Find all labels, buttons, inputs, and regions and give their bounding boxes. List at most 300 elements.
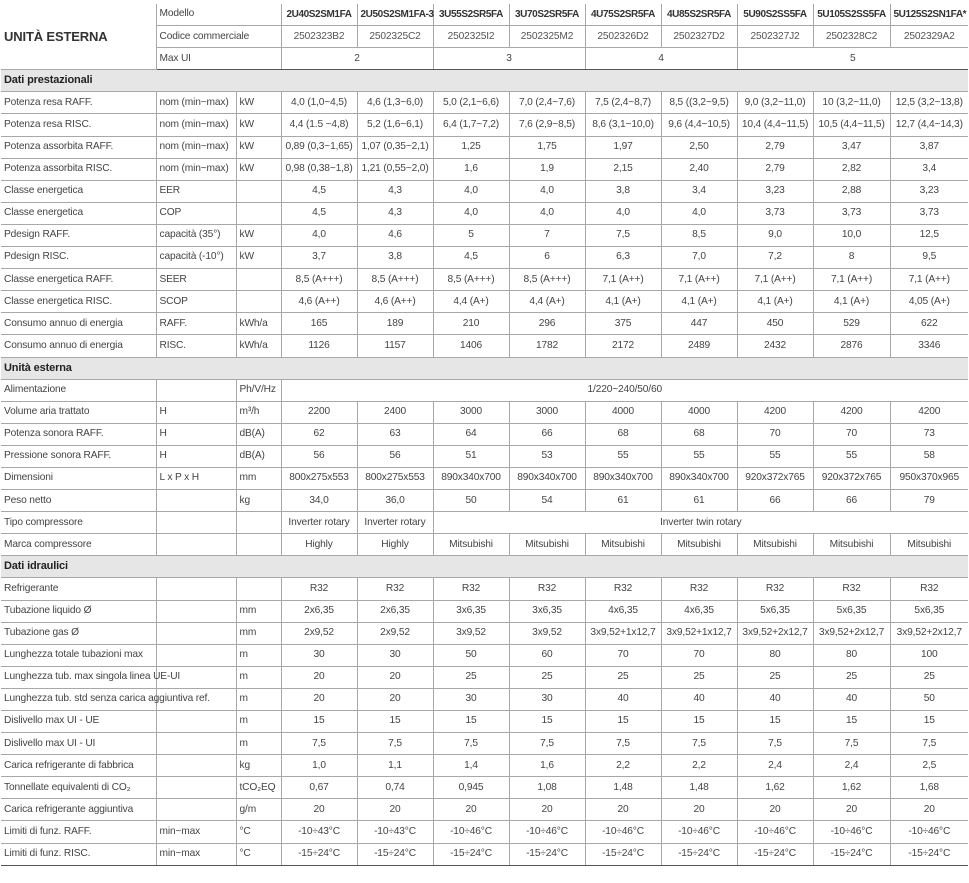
row-unit: kW xyxy=(236,92,281,114)
value-cell: 7,5 (2,4~8,7) xyxy=(585,92,661,114)
value-cell: 8,5 (A+++) xyxy=(281,269,357,291)
value-cell: 10,4 (4,4~11,5) xyxy=(737,114,813,136)
value-cell: 3000 xyxy=(433,401,509,423)
table-row xyxy=(1,644,968,666)
value-cell: 4,0 xyxy=(281,224,357,246)
value-cell: 15 xyxy=(737,711,813,733)
value-cell: 50 xyxy=(433,644,509,666)
row-label: Lunghezza tub. max singola linea UE-UI xyxy=(1,666,156,688)
value-cell: 4,4 (1.5 ~4,8) xyxy=(281,114,357,136)
value-cell: R32 xyxy=(813,578,890,600)
value-cell: -15÷24°C xyxy=(737,843,813,865)
table-row xyxy=(1,777,968,799)
value-cell: 4,0 xyxy=(661,202,737,224)
value-cell: 4200 xyxy=(890,401,968,423)
row-sublabel: nom (min~max) xyxy=(156,92,236,114)
table-row xyxy=(1,445,968,467)
value-cell: 4200 xyxy=(813,401,890,423)
value-cell: 1,6 xyxy=(433,158,509,180)
section-title: Dati prestazionali xyxy=(1,70,968,92)
value-cell: 30 xyxy=(509,688,585,710)
value-cell: 60 xyxy=(509,644,585,666)
section-header xyxy=(1,357,968,379)
value-cell: 890x340x700 xyxy=(509,467,585,489)
row-unit xyxy=(236,202,281,224)
value-cell: 4,5 xyxy=(281,180,357,202)
row-unit xyxy=(236,269,281,291)
row-label: Marca compressore xyxy=(1,534,156,556)
value-cell: 6,3 xyxy=(585,247,661,269)
value-cell: 4,6 xyxy=(357,224,433,246)
value-cell: 1,62 xyxy=(737,777,813,799)
value-cell: -15÷24°C xyxy=(357,843,433,865)
value-cell: 3x9,52 xyxy=(433,622,509,644)
value-cell: R32 xyxy=(737,578,813,600)
value-cell: 4,6 (A++) xyxy=(281,291,357,313)
value-cell: 2432 xyxy=(737,335,813,357)
spec-table-body xyxy=(1,4,968,865)
value-cell: 7,5 xyxy=(357,733,433,755)
row-unit: Ph/V/Hz xyxy=(236,379,281,401)
value-cell: Highly xyxy=(357,534,433,556)
row-label: Classe energetica RAFF. xyxy=(1,269,156,291)
value-cell: Highly xyxy=(281,534,357,556)
value-cell: 2,40 xyxy=(661,158,737,180)
value-cell: 1782 xyxy=(509,335,585,357)
value-cell: 30 xyxy=(433,688,509,710)
value-cell: 8,5 (A+++) xyxy=(433,269,509,291)
value-cell: 1,0 xyxy=(281,755,357,777)
value-cell: 5x6,35 xyxy=(813,600,890,622)
value-cell: 3,8 xyxy=(357,247,433,269)
table-row xyxy=(1,224,968,246)
value-cell: 50 xyxy=(433,490,509,512)
value-cell: 4,5 xyxy=(433,247,509,269)
table-row xyxy=(1,247,968,269)
row-sublabel: nom (min~max) xyxy=(156,114,236,136)
value-cell: 3,47 xyxy=(813,136,890,158)
value-cell: 12,5 (3,2~13,8) xyxy=(890,92,968,114)
value-cell: -15÷24°C xyxy=(281,843,357,865)
row-label: Consumo annuo di energia xyxy=(1,335,156,357)
section-title: Unità esterna xyxy=(1,357,968,379)
value-cell: 2,88 xyxy=(813,180,890,202)
row-label: Dislivello max UI - UI xyxy=(1,733,156,755)
value-cell: -10÷46°C xyxy=(661,821,737,843)
table-row xyxy=(1,313,968,335)
value-cell: 62 xyxy=(281,423,357,445)
value-cell: 450 xyxy=(737,313,813,335)
code-cell: 2502326D2 xyxy=(585,26,661,48)
value-cell: 79 xyxy=(890,490,968,512)
row-unit: kW xyxy=(236,158,281,180)
row-sublabel: H xyxy=(156,445,236,467)
table-row xyxy=(1,269,968,291)
section-title: Dati idraulici xyxy=(1,556,968,578)
table-row xyxy=(1,158,968,180)
row-label: Potenza assorbita RAFF. xyxy=(1,136,156,158)
value-cell: 25 xyxy=(585,666,661,688)
value-cell: 2,82 xyxy=(813,158,890,180)
value-cell: 1,48 xyxy=(585,777,661,799)
value-cell: R32 xyxy=(433,578,509,600)
row-label: Lunghezza tub. std senza carica aggiuntiva ref. xyxy=(1,688,156,710)
code-cell: 2502323B2 xyxy=(281,26,357,48)
row-unit: kg xyxy=(236,490,281,512)
table-row xyxy=(1,733,968,755)
model-cell: 5U90S2SS5FA xyxy=(737,4,813,26)
value-cell: 0,67 xyxy=(281,777,357,799)
value-cell: 8,5 ((3,2~9,5) xyxy=(661,92,737,114)
value-cell: 3,73 xyxy=(813,202,890,224)
value-cell: 53 xyxy=(509,445,585,467)
value-cell: 3,23 xyxy=(737,180,813,202)
row-unit xyxy=(236,291,281,313)
value-cell: 1,25 xyxy=(433,136,509,158)
row-sublabel: RAFF. xyxy=(156,313,236,335)
value-cell: 56 xyxy=(281,445,357,467)
value-cell: 2,4 xyxy=(737,755,813,777)
row-unit: m³/h xyxy=(236,401,281,423)
row-label: Volume aria trattato xyxy=(1,401,156,423)
row-unit: m xyxy=(236,733,281,755)
value-cell: 40 xyxy=(737,688,813,710)
row-sublabel xyxy=(156,600,236,622)
row-unit: g/m xyxy=(236,799,281,821)
row-label: Tubazione gas Ø xyxy=(1,622,156,644)
value-cell: 55 xyxy=(813,445,890,467)
value-cell: 25 xyxy=(813,666,890,688)
code-cell: 2502328C2 xyxy=(813,26,890,48)
value-cell: 10,5 (4,4~11,5) xyxy=(813,114,890,136)
row-label: Lunghezza totale tubazioni max xyxy=(1,644,156,666)
value-cell: 3x6,35 xyxy=(509,600,585,622)
value-cell: 3,73 xyxy=(737,202,813,224)
value-cell: 7,5 xyxy=(281,733,357,755)
value-cell: -15÷24°C xyxy=(433,843,509,865)
value-cell: 2,79 xyxy=(737,158,813,180)
row-unit: m xyxy=(236,688,281,710)
value-cell: 61 xyxy=(661,490,737,512)
value-cell: 1,48 xyxy=(661,777,737,799)
value-cell: 20 xyxy=(357,688,433,710)
value-cell: -10÷46°C xyxy=(509,821,585,843)
table-row xyxy=(1,622,968,644)
value-cell: 447 xyxy=(661,313,737,335)
value-cell: 2,2 xyxy=(585,755,661,777)
value-cell: 3,4 xyxy=(890,158,968,180)
row-unit: kW xyxy=(236,136,281,158)
row-label: Carica refrigerante aggiuntiva xyxy=(1,799,156,821)
table-row xyxy=(1,711,968,733)
row-unit: mm xyxy=(236,467,281,489)
value-cell: 2172 xyxy=(585,335,661,357)
row-sublabel: nom (min~max) xyxy=(156,158,236,180)
value-cell: -10÷43°C xyxy=(357,821,433,843)
table-row xyxy=(1,490,968,512)
value-cell: 1,6 xyxy=(509,755,585,777)
value-cell: 3x9,52 xyxy=(509,622,585,644)
row-unit: kWh/a xyxy=(236,313,281,335)
value-cell: 70 xyxy=(813,423,890,445)
value-cell: 3,8 xyxy=(585,180,661,202)
row-sublabel xyxy=(156,490,236,512)
value-cell: 9,6 (4,4~10,5) xyxy=(661,114,737,136)
row-label: Potenza resa RAFF. xyxy=(1,92,156,114)
row-label: Potenza resa RISC. xyxy=(1,114,156,136)
value-cell: Mitsubishi xyxy=(433,534,509,556)
row-label: Limiti di funz. RISC. xyxy=(1,843,156,865)
value-cell: 4,05 (A+) xyxy=(890,291,968,313)
value-cell: 100 xyxy=(890,644,968,666)
value-cell: 2,15 xyxy=(585,158,661,180)
table-row xyxy=(1,202,968,224)
value-cell: 7,0 (2,4~7,6) xyxy=(509,92,585,114)
row-label: Dimensioni xyxy=(1,467,156,489)
value-cell: 920x372x765 xyxy=(813,467,890,489)
value-cell: 7,1 (A++) xyxy=(890,269,968,291)
value-cell: 4000 xyxy=(585,401,661,423)
value-cell: 54 xyxy=(509,490,585,512)
value-cell: 3x9,52+2x12,7 xyxy=(890,622,968,644)
value-cell: 7,1 (A++) xyxy=(585,269,661,291)
row-label: Tubazione liquido Ø xyxy=(1,600,156,622)
model-cell: 2U50S2SM1FA-3 xyxy=(357,4,433,26)
row-label: Potenza sonora RAFF. xyxy=(1,423,156,445)
value-cell: 70 xyxy=(737,423,813,445)
value-cell: 15 xyxy=(890,711,968,733)
value-cell: 4,3 xyxy=(357,180,433,202)
value-cell: 8 xyxy=(813,247,890,269)
value-cell: 7,5 xyxy=(661,733,737,755)
value-cell: 20 xyxy=(357,666,433,688)
value-cell: 20 xyxy=(433,799,509,821)
value-cell: 7,2 xyxy=(737,247,813,269)
value-cell: 1406 xyxy=(433,335,509,357)
value-cell: 4x6,35 xyxy=(661,600,737,622)
value-cell: 4,6 (1,3~6,0) xyxy=(357,92,433,114)
value-cell: 890x340x700 xyxy=(661,467,737,489)
value-cell: 4,1 (A+) xyxy=(813,291,890,313)
value-cell: 4,1 (A+) xyxy=(585,291,661,313)
row-unit: tCO₂EQ xyxy=(236,777,281,799)
value-cell: 1,1 xyxy=(357,755,433,777)
value-cell: 920x372x765 xyxy=(737,467,813,489)
value-cell: 800x275x553 xyxy=(357,467,433,489)
value-cell: 4x6,35 xyxy=(585,600,661,622)
value-cell: 40 xyxy=(813,688,890,710)
value-cell: 8,5 (A+++) xyxy=(357,269,433,291)
table-row xyxy=(1,578,968,600)
value-cell: 4,0 xyxy=(509,180,585,202)
value-cell: 20 xyxy=(509,799,585,821)
value-cell: 25 xyxy=(433,666,509,688)
value-cell: 529 xyxy=(813,313,890,335)
row-unit: dB(A) xyxy=(236,445,281,467)
value-cell: 7,5 xyxy=(890,733,968,755)
value-cell: 6,4 (1,7~7,2) xyxy=(433,114,509,136)
row-label: Consumo annuo di energia xyxy=(1,313,156,335)
row-sublabel xyxy=(156,777,236,799)
table-row xyxy=(1,92,968,114)
row-unit: m xyxy=(236,711,281,733)
value-cell: -10÷46°C xyxy=(737,821,813,843)
value-cell: 3x9,52+2x12,7 xyxy=(813,622,890,644)
value-cell: 20 xyxy=(813,799,890,821)
row-unit: m xyxy=(236,644,281,666)
value-cell: -10÷46°C xyxy=(433,821,509,843)
section-header xyxy=(1,70,968,92)
value-cell: 1,97 xyxy=(585,136,661,158)
value-cell: -15÷24°C xyxy=(509,843,585,865)
value-cell: 8,5 (A+++) xyxy=(509,269,585,291)
value-cell: 8,5 xyxy=(661,224,737,246)
value-cell: 1,75 xyxy=(509,136,585,158)
row-sublabel: min~max xyxy=(156,821,236,843)
value-cell: 51 xyxy=(433,445,509,467)
value-cell: 1126 xyxy=(281,335,357,357)
value-cell: 20 xyxy=(357,799,433,821)
value-cell: 4,0 (1,0~4,5) xyxy=(281,92,357,114)
code-cell: 2502329A2 xyxy=(890,26,968,48)
value-cell: 1,62 xyxy=(813,777,890,799)
value-cell: 58 xyxy=(890,445,968,467)
row-sublabel: L x P x H xyxy=(156,467,236,489)
value-cell: 7,5 xyxy=(509,733,585,755)
value-cell: 20 xyxy=(281,666,357,688)
value-cell: 1,9 xyxy=(509,158,585,180)
value-cell: 80 xyxy=(737,644,813,666)
value-cell: 9,0 (3,2~11,0) xyxy=(737,92,813,114)
value-cell: 1,08 xyxy=(509,777,585,799)
value-cell: 2200 xyxy=(281,401,357,423)
value-cell: 4000 xyxy=(661,401,737,423)
table-row xyxy=(1,688,968,710)
value-cell: -15÷24°C xyxy=(813,843,890,865)
value-cell: Mitsubishi xyxy=(661,534,737,556)
table-row xyxy=(1,755,968,777)
value-cell: 4,3 xyxy=(357,202,433,224)
value-cell: 3x9,52+1x12,7 xyxy=(585,622,661,644)
value-cell: 3,7 xyxy=(281,247,357,269)
table-row xyxy=(1,291,968,313)
value-cell: 25 xyxy=(737,666,813,688)
value-cell: 55 xyxy=(585,445,661,467)
value-cell: 2,4 xyxy=(813,755,890,777)
value-cell: 20 xyxy=(737,799,813,821)
row-label: Refrigerante xyxy=(1,578,156,600)
value-cell: Inverter rotary xyxy=(281,512,357,534)
value-cell: 3x9,52+2x12,7 xyxy=(737,622,813,644)
value-cell: 15 xyxy=(433,711,509,733)
value-cell: 20 xyxy=(585,799,661,821)
table-row xyxy=(1,534,968,556)
value-cell: 4,4 (A+) xyxy=(509,291,585,313)
value-cell: 5x6,35 xyxy=(890,600,968,622)
table-row xyxy=(1,600,968,622)
value-cell: 2,50 xyxy=(661,136,737,158)
value-cell: 0,74 xyxy=(357,777,433,799)
value-cell: -10÷43°C xyxy=(281,821,357,843)
value-cell-merged: 1/220~240/50/60 xyxy=(281,379,968,401)
value-cell: R32 xyxy=(357,578,433,600)
row-sublabel: H xyxy=(156,423,236,445)
value-cell: 34,0 xyxy=(281,490,357,512)
value-cell: 5 xyxy=(433,224,509,246)
value-cell: Mitsubishi xyxy=(509,534,585,556)
row-sublabel xyxy=(156,379,236,401)
row-sublabel xyxy=(156,711,236,733)
row-label: Pressione sonora RAFF. xyxy=(1,445,156,467)
value-cell: 7,5 xyxy=(585,733,661,755)
value-cell: 9,5 xyxy=(890,247,968,269)
value-cell: Mitsubishi xyxy=(585,534,661,556)
value-cell: 9,0 xyxy=(737,224,813,246)
row-label: Tipo compressore xyxy=(1,512,156,534)
value-cell: 15 xyxy=(509,711,585,733)
row-label: Pdesign RAFF. xyxy=(1,224,156,246)
value-cell: 20 xyxy=(890,799,968,821)
value-cell: 20 xyxy=(281,799,357,821)
value-cell: 15 xyxy=(281,711,357,733)
row-label: Dislivello max UI - UE xyxy=(1,711,156,733)
value-cell: 30 xyxy=(281,644,357,666)
row-unit: kW xyxy=(236,114,281,136)
row-sublabel xyxy=(156,799,236,821)
row-sublabel: SCOP xyxy=(156,291,236,313)
value-cell: 4,1 (A+) xyxy=(661,291,737,313)
value-cell: 0,98 (0,38~1,8) xyxy=(281,158,357,180)
code-cell: 2502327D2 xyxy=(661,26,737,48)
page-title: UNITÀ ESTERNA xyxy=(1,4,156,70)
value-cell: 800x275x553 xyxy=(281,467,357,489)
header-row-model xyxy=(1,4,968,26)
value-cell: 66 xyxy=(509,423,585,445)
row-label: Potenza assorbita RISC. xyxy=(1,158,156,180)
model-cell: 2U40S2SM1FA xyxy=(281,4,357,26)
value-cell: 15 xyxy=(585,711,661,733)
row-label: Limiti di funz. RAFF. xyxy=(1,821,156,843)
code-cell: 2502327J2 xyxy=(737,26,813,48)
value-cell: R32 xyxy=(585,578,661,600)
value-cell: 7 xyxy=(509,224,585,246)
value-cell: -10÷46°C xyxy=(890,821,968,843)
model-cell: 5U125S2SN1FA* xyxy=(890,4,968,26)
code-cell: 2502325M2 xyxy=(509,26,585,48)
value-cell: 68 xyxy=(585,423,661,445)
value-cell: 375 xyxy=(585,313,661,335)
row-label: Classe energetica RISC. xyxy=(1,291,156,313)
maxui-cell: 2 xyxy=(281,48,433,70)
value-cell: 8,6 (3,1~10,0) xyxy=(585,114,661,136)
model-cell: 5U105S2SS5FA xyxy=(813,4,890,26)
value-cell: 3,23 xyxy=(890,180,968,202)
model-cell: 3U70S2SR5FA xyxy=(509,4,585,26)
row-unit: kWh/a xyxy=(236,335,281,357)
value-cell: 5x6,35 xyxy=(737,600,813,622)
row-sublabel: nom (min~max) xyxy=(156,136,236,158)
value-cell: 4,5 xyxy=(281,202,357,224)
value-cell: 7,1 (A++) xyxy=(661,269,737,291)
table-row xyxy=(1,467,968,489)
value-cell: 56 xyxy=(357,445,433,467)
value-cell: 3346 xyxy=(890,335,968,357)
value-cell: 890x340x700 xyxy=(433,467,509,489)
row-unit: kW xyxy=(236,247,281,269)
table-row xyxy=(1,666,968,688)
value-cell: 1,4 xyxy=(433,755,509,777)
row-label: Classe energetica xyxy=(1,202,156,224)
